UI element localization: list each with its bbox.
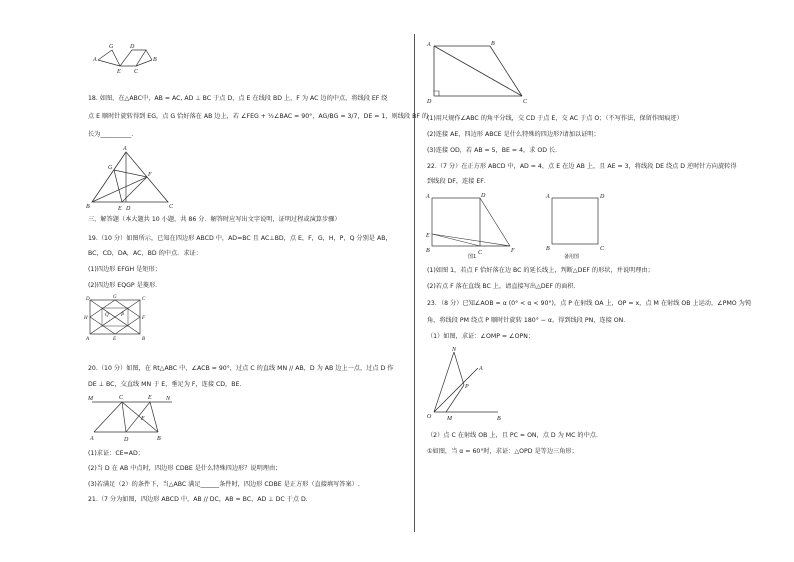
svg-text:F: F bbox=[141, 416, 145, 422]
q21-trapezoid-figure bbox=[426, 40, 536, 106]
svg-text:N: N bbox=[166, 396, 171, 402]
svg-text:D: D bbox=[126, 206, 131, 212]
q21-intro: 21.（7 分为如图，四边形 ABCD 中，AB // DC，AB = BC，AD ⊥ DC 于点 D． bbox=[88, 496, 312, 503]
svg-text:A: A bbox=[86, 337, 90, 342]
svg-text:D: D bbox=[427, 99, 432, 105]
svg-text:C: C bbox=[142, 297, 146, 302]
q22-fig2-caption: 备用图 bbox=[564, 254, 580, 260]
svg-text:C: C bbox=[169, 204, 174, 210]
svg-text:B: B bbox=[157, 436, 161, 442]
svg-text:C: C bbox=[600, 246, 605, 252]
svg-text:A: A bbox=[427, 42, 431, 48]
svg-text:E: E bbox=[118, 206, 122, 212]
svg-text:A: A bbox=[426, 194, 430, 200]
svg-text:A: A bbox=[93, 57, 97, 63]
q22-figure-2 bbox=[544, 190, 610, 262]
column-divider bbox=[414, 34, 415, 532]
q20-line2: DE ⊥ BC，交直线 MN 于 E，垂足为 F，连接 CD，BE． bbox=[88, 381, 246, 388]
svg-text:P: P bbox=[465, 384, 469, 390]
svg-text:D: D bbox=[130, 44, 135, 50]
svg-text:B: B bbox=[546, 246, 550, 252]
svg-text:C: C bbox=[119, 395, 124, 401]
svg-text:B: B bbox=[426, 248, 430, 254]
q18-line1: 18. 如图，在△ABC中，AB = AC, AD ⊥ BC 于点 D，点 E 在线段 BD 上，F 为 AC 边的中点，将线段 EF 绕 bbox=[88, 95, 388, 102]
svg-text:D: D bbox=[600, 194, 605, 200]
q19-line4: (2)四边形 EQGP 是菱形． bbox=[88, 282, 162, 289]
svg-text:E: E bbox=[148, 395, 152, 401]
svg-text:D: D bbox=[124, 437, 129, 443]
svg-text:M: M bbox=[447, 416, 452, 422]
q21-part3: (3)连接 OD，若 AB = 5，BE = 4，求 OD 长． bbox=[427, 147, 562, 154]
svg-text:B: B bbox=[153, 57, 157, 63]
svg-text:F: F bbox=[148, 172, 152, 178]
q19-line3: (1)四边形 EFGH 是矩形； bbox=[88, 266, 161, 273]
q23-part1: （1）如图，求证：∠OMP = ∠OPN； bbox=[427, 333, 535, 340]
svg-text:O: O bbox=[427, 414, 432, 420]
svg-text:E: E bbox=[117, 69, 121, 75]
q21-part1: (1)用尺规作∠ABC 的角平分线，交 CD 于点 E，交 AC 于点 O；（不写作法，保留作图痕迹） bbox=[427, 115, 683, 122]
q19-line1: 19.（10 分）如图所示，已知在四边形 ABCD 中，AD=BC 且 AC⊥BD，点 E，F，G，H，P，Q 分别是 AB， bbox=[88, 235, 392, 242]
svg-text:G: G bbox=[109, 44, 114, 50]
svg-text:C: C bbox=[523, 99, 528, 105]
q21-part2: (2)连接 AE，四边形 ABCE 是什么特殊的四边形?请加以证明； bbox=[427, 131, 600, 138]
svg-text:M: M bbox=[88, 396, 93, 402]
svg-text:P: P bbox=[121, 313, 125, 318]
section3-heading: 三、解答题（本大题共 10 小题，共 86 分．解答时应写出文字说明，证明过程或演算步骤） bbox=[88, 216, 341, 223]
q20-line3: (1)求证：CE=AD； bbox=[88, 450, 144, 457]
q20-line5: (3)若满足（2）的条件下，当△ABC 满足______条件时，四边形 CDBE 是正方形（直接填写答案）. bbox=[88, 481, 360, 488]
q18-line3: 长为__________. bbox=[88, 131, 134, 138]
svg-text:B: B bbox=[86, 204, 90, 210]
svg-text:A: A bbox=[546, 194, 550, 200]
svg-text:E: E bbox=[426, 233, 430, 239]
q23-part3: ①如图，当 α = 60°时，求证：△OPD 是等边三角形； bbox=[427, 448, 578, 455]
svg-text:A: A bbox=[90, 436, 94, 442]
q23-line2: 角，将线段 PM 绕点 P 顺时针旋转 180° − α，得到线段 PN，连接 ON． bbox=[427, 317, 630, 324]
svg-text:D: D bbox=[481, 193, 486, 199]
q19-quadrilateral-figure bbox=[86, 294, 146, 340]
q20-right-triangle-figure bbox=[86, 394, 178, 444]
q18-triangle-figure bbox=[88, 146, 178, 212]
q20-line1: 20.（10 分）如图，在 Rt△ABC 中，∠ACB = 90°，过点 C 的直线 MN // AB，D 为 AB 边上一点，过点 D 作 bbox=[88, 365, 394, 372]
svg-text:B: B bbox=[491, 41, 495, 47]
q18-line2: 点 E 顺时针旋转得到 EG，点 G 恰好落在 AB 边上，若 ∠FEG + ½∠BAC = 90°，AG/BG = 3/7，DE = 1，则线段 BF 的 bbox=[88, 113, 429, 120]
q17-figure bbox=[90, 40, 160, 76]
svg-text:N: N bbox=[452, 347, 457, 353]
svg-text:A: A bbox=[123, 146, 127, 152]
svg-text:G: G bbox=[113, 295, 117, 300]
svg-text:D: D bbox=[86, 297, 90, 302]
q23-part2: （2）点 C 在射线 OB 上，且 PC = ON，点 D 为 MC 的中点． bbox=[427, 432, 603, 439]
svg-text:F: F bbox=[142, 316, 146, 321]
q22-part2: (2)若点 F 落在直线 BC 上，请直接写出△DEF 的面积． bbox=[427, 283, 580, 290]
svg-text:C: C bbox=[478, 250, 483, 256]
q22-figure-1 bbox=[426, 190, 526, 260]
q22-line1: 22.（7 分）在正方形 ABCD 中，AD = 4，点 E 在边 AB 上，且 AE = 3，将线段 DE 绕点 D 逆时针方向旋转得 bbox=[427, 163, 737, 170]
q20-line4: (2)当 D 在 AB 中点时，四边形 CDBE 是什么特殊四边形？说明理由； bbox=[88, 465, 282, 472]
svg-text:C: C bbox=[134, 69, 139, 75]
svg-text:B: B bbox=[497, 416, 501, 422]
svg-text:A: A bbox=[479, 366, 483, 372]
svg-text:G: G bbox=[108, 165, 113, 171]
svg-text:H: H bbox=[84, 316, 88, 321]
svg-text:E: E bbox=[113, 337, 117, 342]
svg-text:B: B bbox=[142, 337, 146, 342]
q22-part1: (1)如图 1，若点 F 恰好落在边 BC 的延长线上，判断△DEF 的形状，并说明理由； bbox=[427, 267, 654, 274]
q23-angle-figure bbox=[426, 348, 506, 422]
q19-line2: BC，CD，DA，AC，BD 的中点．求证： bbox=[88, 250, 202, 257]
q23-line1: 23．（8 分）已知∠AOB = α (0° < α < 90°)，点 P 在射线 OA 上，OP = x，点 M 在射线 OB 上运动，∠PMO 为钝 bbox=[427, 300, 752, 307]
svg-text:Q: Q bbox=[105, 313, 109, 318]
q22-line2: 到线段 DF，连接 EF． bbox=[427, 178, 491, 185]
svg-text:F: F bbox=[511, 248, 515, 254]
q22-fig1-caption: 图1 bbox=[468, 254, 477, 260]
